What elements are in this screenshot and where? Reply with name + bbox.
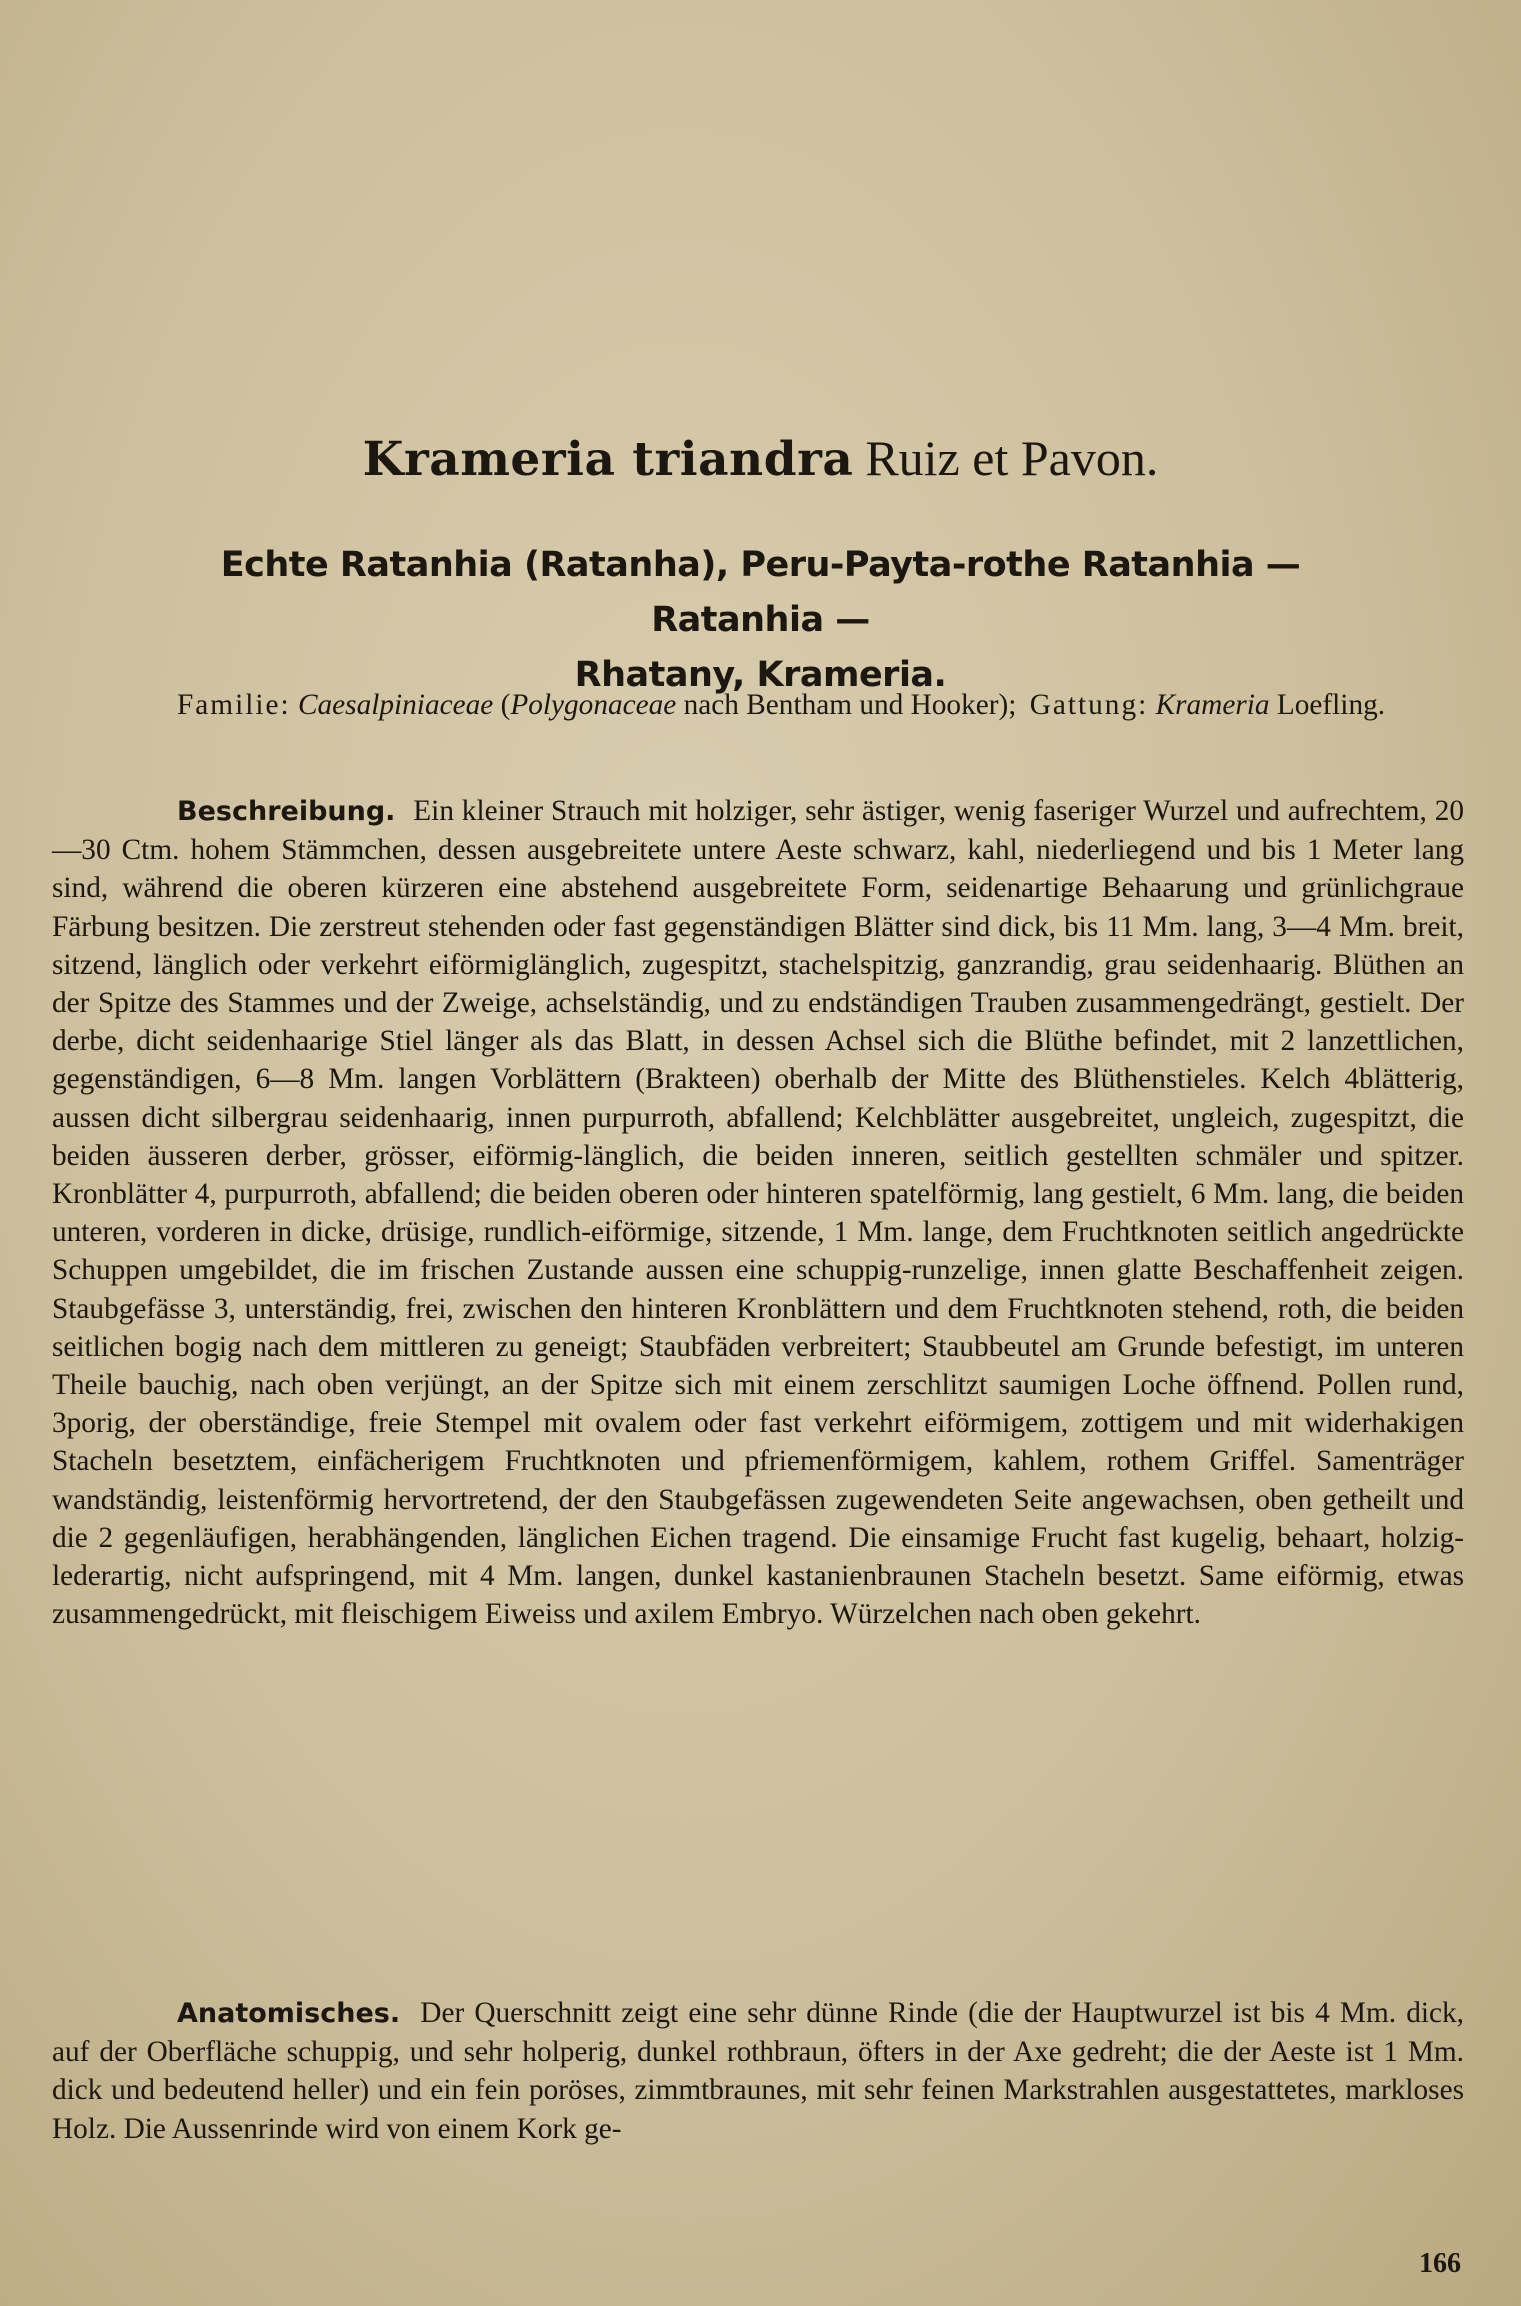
page-number: 166 (1419, 2248, 1461, 2279)
description-heading: Beschreibung. (177, 796, 396, 827)
species-author: Ruiz et Pavon. (865, 430, 1159, 486)
anatomy-text: Der Querschnitt zeigt eine sehr dünne Rinde (die der Hauptwurzel ist bis 4 Mm. dick, auf der Oberfläche schuppig, und sehr holperig, dunkel rothbraun, öfters in der Axe gedreht; die der Aeste ist 1 Mm. dick und bedeutend heller) und ein fein poröses, zimmtbraunes, mit sehr feinen Markstrahlen ausgestattetes, markloses Holz. Die Aussenrinde wird von einem Kork ge- (52, 1997, 1464, 2145)
description-text: Ein kleiner Strauch mit holziger, sehr ästiger, wenig faseriger Wurzel und aufrechtem, 20—30 Ctm. hohem Stämmchen, dessen ausgebreitete untere Aeste schwarz, kahl, niederliegend und bis 1 Meter lang sind, während die oberen kürzeren eine abstehend ausgebreitete Form, seidenartige Behaarung und grünlichgraue Färbung besitzen. Die zerstreut stehenden oder fast gegenständigen Blätter sind dick, bis 11 Mm. lang, 3—4 Mm. breit, sitzend, länglich oder verkehrt eiförmiglänglich, zugespitzt, stachelspitzig, ganzrandig, grau seidenhaarig. Blüthen an der Spitze des Stammes und der Zweige, achselständig, und zu endständigen Trauben zusammengedrängt, gestielt. Der derbe, dicht seidenhaarige Stiel länger als das Blatt, in dessen Achsel sich die Blüthe befindet, mit 2 lanzettlichen, gegenständigen, 6—8 Mm. langen Vorblättern (Brakteen) oberhalb der Mitte des Blüthenstieles. Kelch 4blätterig, aussen dicht silbergrau seidenhaarig, innen purpurroth, abfallend; Kelchblätter ausgebreitet, ungleich, zugespitzt, die beiden äusseren derber, grösser, eiförmig-länglich, die beiden inneren, seitlich gestellten schmäler und spitzer. Kronblätter 4, purpurroth, abfallend; die beiden oberen oder hinteren spatelförmig, lang gestielt, 6 Mm. lang, die beiden unteren, vorderen in dicke, drüsige, rundlich-eiförmige, sitzende, 1 Mm. lange, dem Fruchtknoten seitlich angedrückte Schuppen umgebildet, die im frischen Zustande aussen eine schuppig-runzelige, innen glatte Beschaffenheit zeigen. Staubgefässe 3, unterständig, frei, zwischen den hinteren Kronblättern und dem Fruchtknoten stehend, roth, die beiden seitlichen bogig nach dem mittleren zu geneigt; Staubfäden verbreitert; Staubbeutel am Grunde befestigt, im unteren Theile bauchig, nach oben verjüngt, an der Spitze sich mit einem zerschlitzt saumigen Loche öffnend. Pollen rund, 3porig, der oberständige, freie Stempel mit ovalem oder fast verkehrt eiförmigem, zottigem und mit widerhakigen Stacheln besetztem, einfächerigem Fruchtknoten und pfriemenförmigem, kahlem, rothem Griffel. Samenträger wandständig, leistenförmig hervortretend, der den Staubgefässen zugewendeten Seite angewachsen, oben getheilt und die 2 gegenläufigen, herabhängenden, länglichen Eichen tragend. Die einsamige Frucht fast kugelig, behaart, holzig-lederartig, nicht aufspringend, mit 4 Mm. langen, dunkel kastanienbraunen Stacheln besetzt. Same eiförmig, etwas zusammengedrückt, mit fleischigem Eiweiss und axilem Embryo. Würzelchen nach oben gekehrt. (52, 795, 1464, 1631)
common-names-line-1: Echte Ratanhia (Ratanha), Peru-Payta-rothe Ratanhia — Ratanhia — (220, 545, 1301, 640)
anatomy-heading: Anatomisches. (177, 1998, 401, 2029)
description-paragraph (52, 792, 1464, 1633)
page-title (0, 428, 1521, 490)
anatomy-paragraph (52, 1994, 1464, 2148)
alt-family-name: Polygonaceae (510, 689, 677, 721)
species-name: Krameria triandra (362, 432, 854, 487)
alt-family-paren: ( (500, 689, 511, 721)
genus-label: Gattung: (1029, 689, 1149, 721)
alt-family-note: nach Bentham und Hooker); (683, 689, 1017, 721)
family-label: Familie: (177, 689, 291, 721)
family-name: Caesalpiniaceae (297, 689, 494, 721)
common-names-line-2: Rhatany, Krameria. (574, 655, 947, 695)
genus-authority: Loefling. (1276, 689, 1386, 721)
genus-name: Krameria (1155, 689, 1270, 721)
family-paragraph (52, 686, 1464, 724)
common-names (150, 538, 1371, 703)
